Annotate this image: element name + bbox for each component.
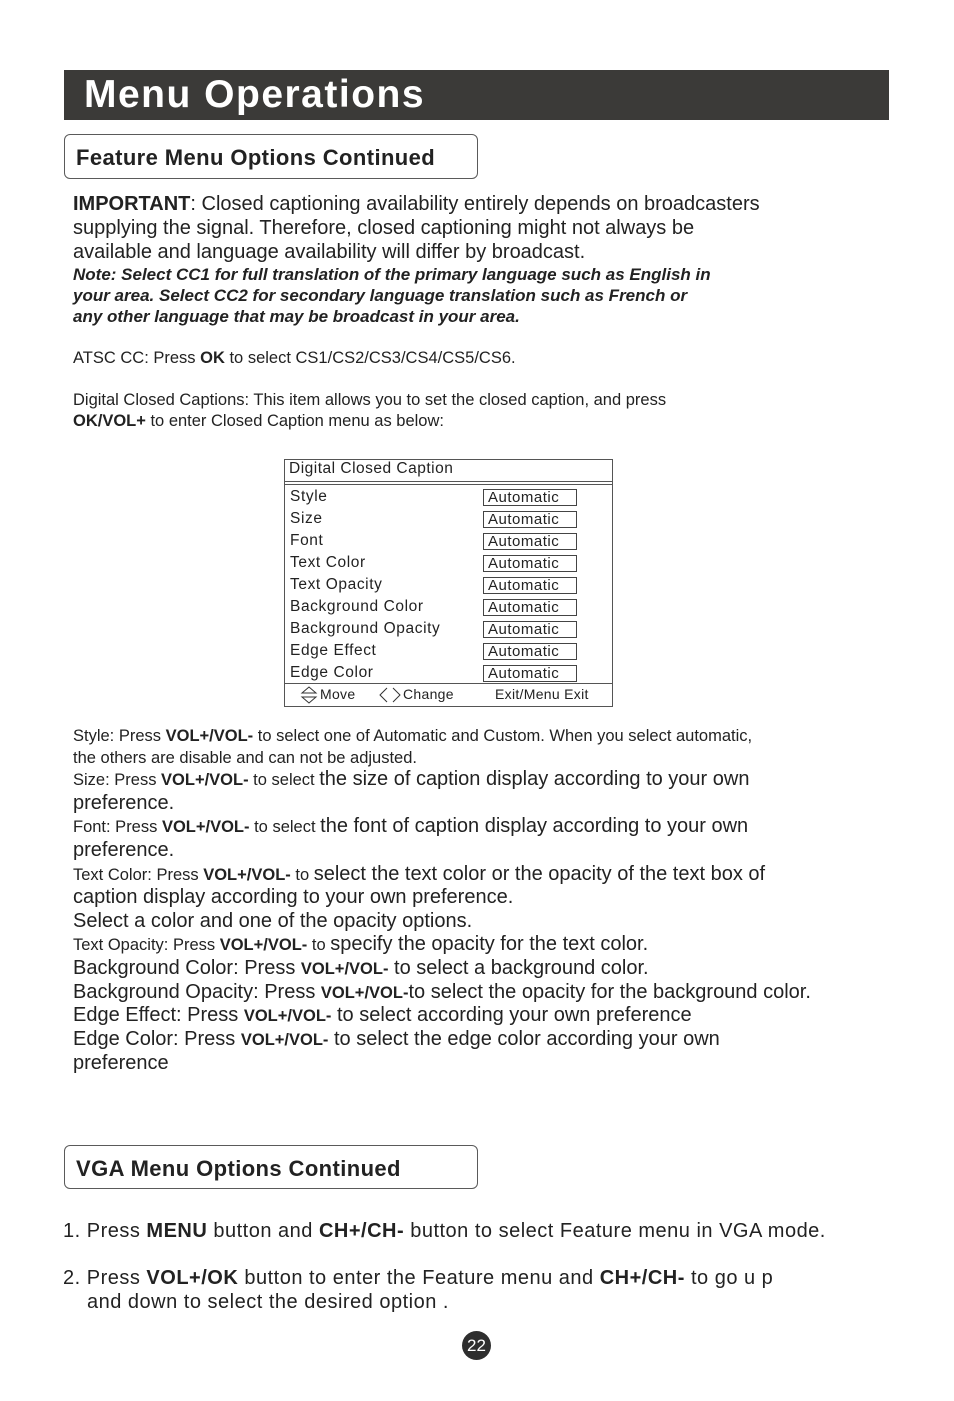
left-right-arrow-icon — [379, 687, 401, 703]
text-color-description-line-3: Select a color and one of the opacity options. — [73, 910, 473, 932]
note-line-3: any other language that may be broadcast in your area. — [73, 307, 520, 326]
menu-footer-change: Change — [403, 686, 454, 702]
menu-row-label-text-opacity: Text Opacity — [290, 576, 383, 593]
font-description-line-2: preference. — [73, 839, 175, 861]
menu-row-label-style: Style — [290, 488, 328, 505]
edge-color-description: Edge Color: Press VOL+/VOL- to select the edge color according your own — [73, 1028, 720, 1050]
dcc-intro-line-1: Digital Closed Captions: This item allows you to set the closed caption, and press — [73, 391, 667, 409]
menu-row-value-style[interactable]: Automatic — [483, 489, 577, 506]
menu-row-value-font[interactable]: Automatic — [483, 533, 577, 550]
note-line-1: Note: Select CC1 for full translation of the primary language such as English in — [73, 265, 711, 284]
note-line-2: your area. Select CC2 for secondary language translation such as French or — [73, 286, 688, 305]
text-opacity-description: Text Opacity: Press VOL+/VOL- to specify the opacity for the text color. — [73, 933, 649, 955]
menu-row-value-edge-effect[interactable]: Automatic — [483, 643, 577, 660]
menu-row-value-text-color[interactable]: Automatic — [483, 555, 577, 572]
vga-section-heading: VGA Menu Options Continued — [76, 1156, 401, 1181]
menu-row-value-background-color[interactable]: Automatic — [483, 599, 577, 616]
menu-divider — [284, 683, 613, 684]
menu-row-label-edge-effect: Edge Effect — [290, 642, 377, 659]
style-description-line-2: the others are disable and can not be adjusted. — [73, 749, 417, 767]
menu-row-value-background-opacity[interactable]: Automatic — [483, 621, 577, 638]
menu-row-label-background-opacity: Background Opacity — [290, 620, 441, 637]
important-line-3: available and language availability will differ by broadcast. — [73, 241, 586, 263]
menu-row-label-size: Size — [290, 510, 323, 527]
dcc-menu-title: Digital Closed Caption — [289, 460, 454, 477]
menu-divider — [284, 481, 613, 482]
up-down-arrow-icon — [300, 686, 318, 704]
background-opacity-description: Background Opacity: Press VOL+/VOL-to select the opacity for the background color. — [73, 981, 811, 1003]
vga-step-2-line-2: and down to select the desired option . — [87, 1291, 449, 1313]
menu-row-label-background-color: Background Color — [290, 598, 424, 615]
page-number-badge: 22 — [462, 1331, 491, 1360]
menu-row-value-size[interactable]: Automatic — [483, 511, 577, 528]
menu-footer-exit: Exit/Menu Exit — [495, 686, 589, 702]
text-color-description: Text Color: Press VOL+/VOL- to select the text color or the opacity of the text box of — [73, 863, 766, 885]
atsc-cc-text: ATSC CC: Press OK to select CS1/CS2/CS3/CS4/CS5/CS6. — [73, 349, 516, 367]
text-color-description-line-2: caption display according to your own preference. — [73, 886, 514, 908]
size-description: Size: Press VOL+/VOL- to select the size of caption display according to your own — [73, 768, 750, 790]
font-description: Font: Press VOL+/VOL- to select the font of caption display according to your own — [73, 815, 749, 837]
menu-footer-move: Move — [320, 686, 356, 702]
important-line-1: IMPORTANT: Closed captioning availability entirely depends on broadcasters — [73, 193, 760, 215]
menu-row-label-font: Font — [290, 532, 324, 549]
page-title: Menu Operations — [84, 73, 426, 116]
edge-color-description-line-2: preference — [73, 1052, 169, 1074]
size-description-line-2: preference. — [73, 792, 175, 814]
style-description: Style: Press VOL+/VOL- to select one of Automatic and Custom. When you select automatic, — [73, 727, 753, 745]
background-color-description: Background Color: Press VOL+/VOL- to select a background color. — [73, 957, 649, 979]
vga-step-1: 1. Press MENU button and CH+/CH- button to select Feature menu in VGA mode. — [63, 1220, 826, 1242]
menu-divider — [284, 484, 613, 485]
important-label: IMPORTANT — [73, 193, 191, 215]
feature-section-heading: Feature Menu Options Continued — [76, 145, 436, 170]
edge-effect-description: Edge Effect: Press VOL+/VOL- to select according your own preference — [73, 1004, 692, 1026]
menu-row-value-edge-color[interactable]: Automatic — [483, 665, 577, 682]
dcc-intro-line-2: OK/VOL+ to enter Closed Caption menu as below: — [73, 412, 444, 430]
menu-row-value-text-opacity[interactable]: Automatic — [483, 577, 577, 594]
menu-row-label-edge-color: Edge Color — [290, 664, 374, 681]
vga-step-2: 2. Press VOL+/OK button to enter the Feature menu and CH+/CH- to go u p — [63, 1267, 774, 1289]
menu-row-label-text-color: Text Color — [290, 554, 366, 571]
important-line-2: supplying the signal. Therefore, closed captioning might not always be — [73, 217, 695, 239]
